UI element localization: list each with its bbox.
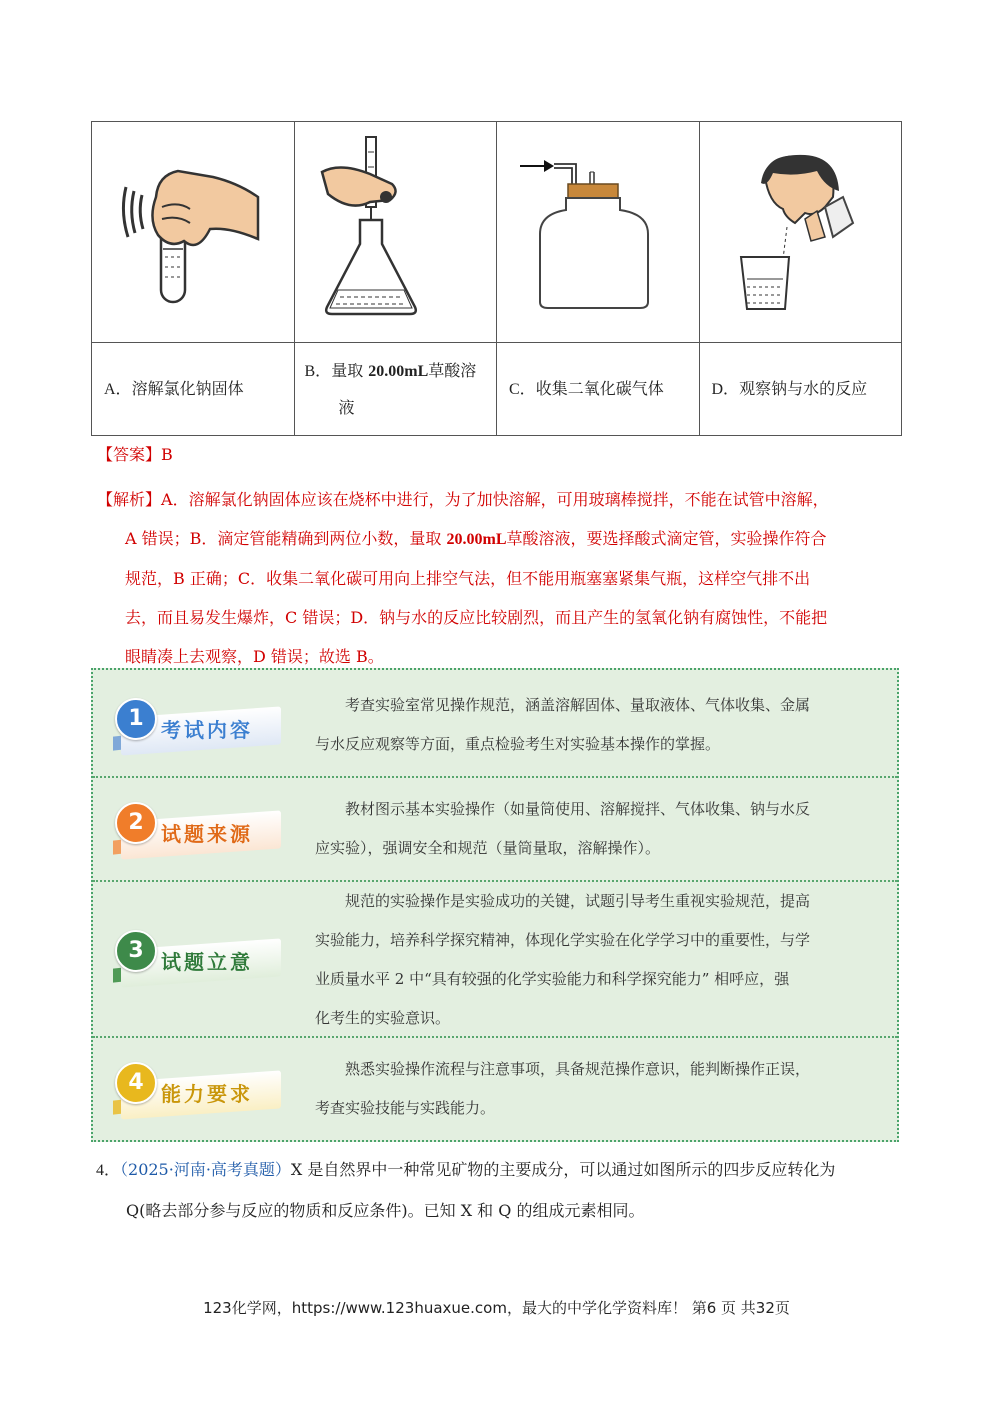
info-badge-1 — [113, 698, 283, 754]
info-badge-title: 能力要求 — [161, 1082, 253, 1106]
option-b-post: 草酸溶 — [428, 360, 477, 380]
info-badge-title: 考试内容 — [161, 718, 253, 742]
answer-line — [97, 442, 173, 465]
info-badge-3 — [113, 930, 283, 986]
analysis-line1: A．溶解氯化钠固体应该在烧杯中进行，为了加快溶解，可用玻璃棒搅拌，不能在试管中溶解， — [161, 490, 829, 509]
answer-value: B — [161, 445, 173, 464]
info-text-2 — [315, 790, 893, 868]
option-b-label — [294, 343, 497, 436]
info-text-3 — [315, 882, 893, 1038]
person-observing-beaker-icon — [725, 147, 875, 317]
info-row-2 — [93, 778, 897, 882]
info-row-4 — [93, 1038, 897, 1140]
question-analysis-box — [91, 668, 899, 1142]
analysis-line5: 眼睛凑上去观察，D 错误；故选 B。 — [125, 647, 384, 666]
option-b-pre: 量取 — [331, 360, 369, 380]
shaking-test-tube-icon — [118, 157, 268, 307]
question-number: 4． — [96, 1162, 121, 1179]
analysis-tag: 【解析】 — [97, 490, 162, 509]
analysis-line2-post: 草酸溶液，要选择酸式滴定管，实验操作符合 — [506, 529, 827, 548]
info-line: 考查实验技能与实践能力。 — [315, 1099, 496, 1117]
option-b-amount: 20.00mL — [368, 362, 429, 380]
question-line1: X 是自然界中一种常见矿物的主要成分，可以通过如图所示的四步反应转化为 — [290, 1160, 836, 1179]
info-row-1 — [93, 670, 897, 778]
info-badge-number: 1 — [115, 698, 157, 740]
analysis-line2-pre: A 错误；B．滴定管能精确到两位小数，量取 — [125, 529, 447, 548]
info-line: 应实验），强调安全和规范（量筒量取，溶解操作）。 — [315, 839, 661, 857]
option-c-letter: C． — [509, 380, 536, 398]
info-badge-number: 2 — [115, 802, 157, 844]
info-line: 规范的实验操作是实验成功的关键，试题引导考生重视实验规范，提高 — [345, 892, 811, 910]
options-table — [91, 121, 902, 436]
analysis-line4: 去，而且易发生爆炸，C 错误；D．钠与水的反应比较剧烈，而且产生的氢氧化钠有腐蚀性，不能把 — [125, 608, 828, 627]
option-b-image-cell — [294, 122, 497, 343]
info-badge-number: 4 — [115, 1062, 157, 1104]
option-d-image-cell — [699, 122, 902, 343]
option-a-image-cell — [92, 122, 295, 343]
question-4 — [96, 1150, 898, 1231]
info-line: 教材图示基本实验操作（如量筒使用、溶解搅拌、气体收集、钠与水反 — [345, 800, 811, 818]
info-badge-title: 试题立意 — [161, 950, 253, 974]
option-c-image-cell — [497, 122, 700, 343]
info-badge-2 — [113, 802, 283, 858]
info-line: 熟悉实验操作流程与注意事项，具备规范操作意识，能判断操作正误， — [345, 1060, 811, 1078]
option-d-label — [699, 343, 902, 436]
info-text-4 — [315, 1050, 893, 1128]
option-c-label — [497, 343, 700, 436]
question-line2: Q(略去部分参与反应的物质和反应条件)。已知 X 和 Q 的组成元素相同。 — [126, 1201, 645, 1220]
analysis-line2-amount: 20.00mL — [446, 531, 507, 548]
option-c-text: 收集二氧化碳气体 — [535, 378, 664, 398]
info-line: 化考生的实验意识。 — [315, 1009, 451, 1027]
question-source: （2025·河南·高考真题） — [120, 1160, 291, 1179]
option-d-text: 观察钠与水的反应 — [739, 378, 868, 398]
option-a-letter: A． — [104, 380, 132, 398]
option-a-text: 溶解氯化钠固体 — [131, 378, 244, 398]
info-text-1 — [315, 686, 893, 764]
info-line: 与水反应观察等方面，重点检验考生对实验基本操作的掌握。 — [315, 735, 721, 753]
option-a-label — [92, 343, 295, 436]
answer-tag: 【答案】 — [97, 445, 162, 464]
page-footer: 123化学网，https://www.123huaxue.com，最大的中学化学资料库！ 第6 页 共32页 — [203, 1299, 790, 1317]
info-line: 业质量水平 2 中“具有较强的化学实验能力和科学探究能力” 相呼应，强 — [315, 970, 790, 988]
info-badge-4 — [113, 1062, 283, 1118]
option-b-letter: B． — [304, 362, 332, 380]
info-line: 考查实验室常见操作规范，涵盖溶解固体、量取液体、气体收集、金属 — [345, 696, 811, 714]
info-line: 实验能力，培养科学探究精神，体现化学实验在化学学习中的重要性，与学 — [315, 931, 811, 949]
info-badge-number: 3 — [115, 930, 157, 972]
info-badge-title: 试题来源 — [161, 822, 253, 846]
burette-titration-icon — [310, 132, 480, 332]
option-b-line2: 液 — [338, 397, 355, 417]
info-row-3 — [93, 882, 897, 1038]
analysis-line3: 规范，B 正确；C．收集二氧化碳可用向上排空气法，但不能用瓶塞塞紧集气瓶，这样空气排不出 — [125, 569, 811, 588]
gas-collection-bottle-icon — [518, 152, 678, 312]
option-d-letter: D． — [711, 380, 740, 398]
analysis-block — [97, 480, 897, 676]
